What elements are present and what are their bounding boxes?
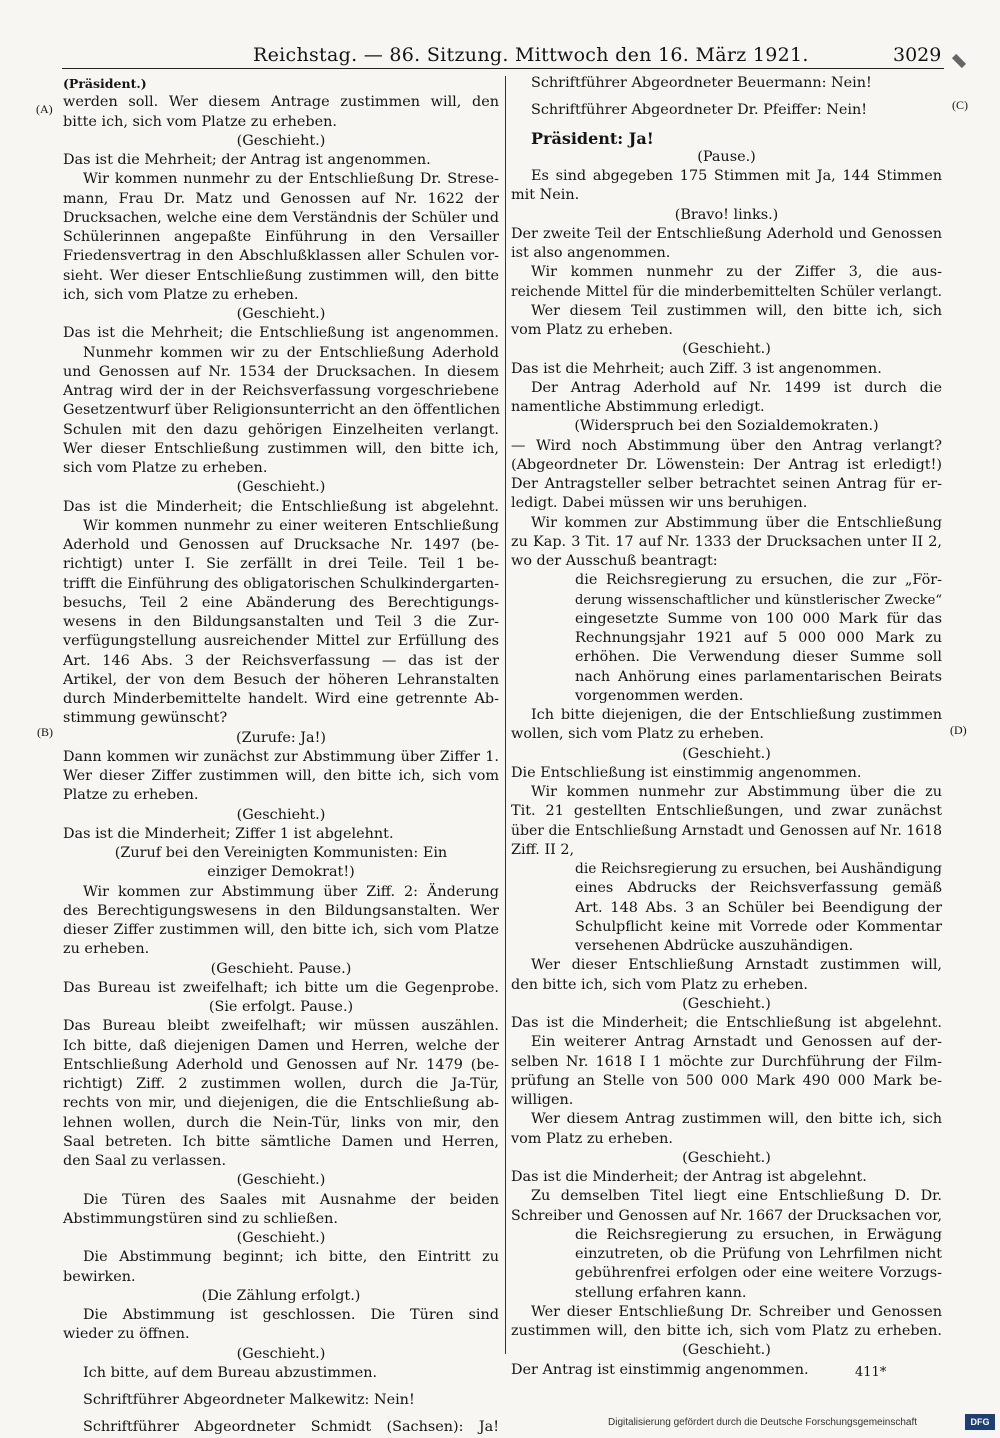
text-line: besuchs, Teil 2 eine Abänderung des Berechtigungs- [63, 594, 499, 611]
digitization-notice: Digitalisierung gefördert durch die Deutsche Forschungsgemeinschaft [608, 1417, 918, 1428]
text-line: die Reichsregierung zu ersuchen, die zur „För- [575, 572, 942, 589]
text-line: verfügungstellung ausreichender Mittel zur Erfüllung des [63, 633, 499, 650]
text-line: die Reichsregierung zu ersuchen, in Erwägung [575, 1226, 942, 1243]
text-line: Wer dieser Entschließung Arnstadt zustimmen will, [531, 957, 942, 974]
text-line: Ich bitte, auf dem Bureau abzustimmen. [83, 1364, 378, 1381]
text-line: Artikel, der von dem Besuch der höheren Lehranstalten [63, 671, 499, 688]
text-line: Schülerinnen angepaßte Einführung in den Versailler [63, 229, 499, 245]
margin-mark-c: (C) [952, 98, 968, 112]
text-line: ledigt. Dabei müssen wir uns beruhigen. [511, 495, 808, 512]
header-rule [62, 68, 944, 69]
text-line: vom Platz zu erheben. [511, 1130, 673, 1147]
text-line: Schulen mit den dazu gehörigen Einzelheiten verlangt. [63, 421, 499, 438]
text-line: Die Türen des Saales mit Ausnahme der beiden [83, 1191, 499, 1208]
text-line: Art. 146 Abs. 3 der Reichsverfassung — das ist der [63, 652, 499, 669]
text-line: vom Platz zu erheben. [511, 322, 673, 338]
text-line: wollen, sich vom Platz zu erheben. [511, 726, 765, 743]
text-line: Der zweite Teil der Entschließung Aderhold und Genossen [511, 225, 942, 242]
text-line: bewirken. [63, 1268, 136, 1285]
text-line: Friedensvertrag in den Abschlußklassen aller Schulen vor- [63, 248, 499, 265]
margin-mark-d: (D) [950, 723, 967, 737]
text-line: einzutreten, ob die Prüfung von Lehrfilmen nicht [575, 1246, 942, 1262]
text-line: Schriftführer Abgeordneter Beuermann: Nein! [531, 75, 872, 91]
text-line: Der Antrag Aderhold auf Nr. 1499 ist durch die [531, 379, 942, 396]
text-line: selben Nr. 1618 I 1 möchte zur Durchführung der Film- [511, 1053, 942, 1070]
text-line: Ich bitte, daß diejenigen Damen und Herren, welche der [63, 1037, 499, 1054]
text-line: Schriftführer Abgeordneter Schmidt (Sachsen): Ja! [83, 1419, 499, 1436]
text-line: eingesetzte Summe von 100 000 Mark für das [575, 610, 942, 627]
text-line: (Geschieht.) [682, 1342, 771, 1359]
text-line: die Reichsregierung zu ersuchen, bei Aushändigung [575, 861, 942, 877]
text-line: Das ist die Mehrheit; der Antrag ist angenommen. [63, 152, 431, 168]
text-line: (Geschieht.) [236, 1230, 326, 1246]
text-line: Rechnungsjahr 1921 auf 5 000 000 Mark zu [575, 630, 942, 646]
text-line: Die Abstimmung ist geschlossen. Die Türen sind [83, 1307, 499, 1323]
text-line: Antrag wird der in der Reichsverfassung vorgeschriebene [63, 383, 499, 399]
text-line: Wir kommen zur Abstimmung über Ziff. 2: Änderung [83, 883, 499, 900]
text-line: zu Kap. 3 Tit. 17 auf Nr. 1333 der Drucksachen unter II 2, [511, 533, 942, 550]
text-line: (Pause.) [697, 148, 756, 165]
text-line: sich vom Platze zu erheben. [63, 460, 268, 476]
text-line: prüfung an Stelle von 500 000 Mark 490 000 Mark be- [511, 1072, 942, 1089]
text-line: zustimmen will, den bitte ich, sich vom Platz zu erheben. [511, 1323, 942, 1339]
text-line: Die Entschließung ist einstimmig angenommen. [511, 764, 862, 781]
text-line: Wir kommen nunmehr zur Abstimmung über die zu [531, 784, 942, 800]
text-line: eines Abdrucks der Reichsverfassung gemäß [575, 880, 942, 897]
text-line: Drucksachen, welche eine dem Verständnis der Schüler und [63, 209, 499, 226]
text-line: Wer diesem Teil zustimmen will, den bitte ich, sich [531, 302, 942, 319]
text-line: Schriftführer Abgeordneter Dr. Pfeiffer: Nein! [531, 102, 868, 119]
text-line: trifft die Einführung des obligatorischen Schulkindergarten- [63, 575, 499, 592]
text-line: sieht. Wer dieser Entschließung zustimmen will, den bitte [63, 267, 499, 284]
text-line: Das ist die Mehrheit; die Entschließung ist angenommen. [63, 325, 499, 342]
text-line: Die Abstimmung beginnt; ich bitte, den Eintritt zu [83, 1249, 499, 1266]
text-line: Wer dieser Entschließung Dr. Schreiber und Genossen [531, 1303, 942, 1320]
margin-mark-b: (B) [37, 725, 53, 739]
text-line: Das ist die Minderheit; die Entschließung ist abgelehnt. [511, 1015, 942, 1031]
page-number: 3029 [893, 44, 942, 66]
text-line: Ich bitte diejenigen, die der Entschließung zustimmen [531, 707, 942, 723]
text-line: (Sie erfolgt. Pause.) [208, 999, 354, 1015]
text-line: (Geschieht.) [236, 306, 326, 322]
text-line: mann, Frau Dr. Matz und Genossen auf Nr. 1622 der [63, 190, 499, 207]
text-line: (Geschieht.) [682, 1149, 771, 1166]
text-line: Das Bureau bleibt zweifelhaft; wir müssen auszählen. [63, 1018, 499, 1035]
text-line: Nunmehr kommen wir zu der Entschließung Aderhold [83, 344, 499, 361]
text-line: den bitte ich, sich vom Platz zu erheben. [511, 976, 809, 993]
text-line: Dann kommen wir zunächst zur Abstimmung über Ziffer 1. [63, 748, 499, 765]
text-line: bitte ich, sich vom Platze zu erheben. [63, 113, 337, 130]
text-line: Gesetzentwurf über Religionsunterricht an den öffentlichen [63, 402, 500, 419]
text-line: (Geschieht.) [236, 479, 326, 496]
text-line: Platze zu erheben. [63, 787, 199, 804]
text-line: nach Anhörung eines parlamentarischen Beirats [575, 668, 942, 685]
text-line: den Saal zu verlassen. [63, 1153, 227, 1169]
text-line: werden soll. Wer diesem Antrage zustimmen will, den [63, 94, 499, 111]
text-line: durch Minderbemittelte handelt. Wird eine getrennte Ab- [63, 691, 499, 707]
text-line: mit Nein. [511, 187, 580, 204]
text-line: Entschließung Aderhold und Genossen auf Nr. 1479 (be- [63, 1056, 499, 1073]
text-line: (Geschieht.) [236, 132, 326, 149]
text-line: Schriftführer Abgeordneter Malkewitz: Nein! [83, 1392, 415, 1408]
text-line: Aderhold und Genossen auf Drucksache Nr. 1497 (be- [63, 537, 499, 553]
text-line: Tit. 21 gestellten Entschließungen, und zwar zunächst [511, 803, 942, 820]
text-line: wesens in den Bildungsanstalten und Teil 3 die Zur- [63, 614, 499, 630]
text-line: Schulpflicht keine mit Vorrede oder Kommentar [575, 918, 942, 935]
text-line: wo der Ausschuß beantragt: [511, 553, 718, 569]
text-line: Saal betreten. Ich bitte sämtliche Damen und Herren, [63, 1133, 499, 1150]
text-line: ich, sich vom Platze zu erheben. [63, 286, 299, 303]
text-line: ist also angenommen. [511, 245, 671, 261]
text-line: (Zurufe: Ja!) [235, 729, 327, 746]
text-line: Ziff. II 2, [511, 841, 575, 858]
sheet-number: 411* [855, 1365, 887, 1380]
text-line: (Die Zählung erfolgt.) [201, 1287, 361, 1304]
margin-mark-a: (A) [36, 102, 53, 116]
text-line: gebührenfrei erfolgen oder eine weitere Vorzugs- [575, 1265, 942, 1282]
text-line: Wer dieser Ziffer zustimmen will, den bitte ich, sich vom [63, 768, 499, 784]
text-line: stellung erfahren kann. [575, 1284, 747, 1301]
column-divider [505, 76, 506, 1354]
text-line: reichende Mittel für die minderbemittelten Schüler verlangt. [511, 283, 942, 300]
text-line: (Geschieht.) [682, 341, 771, 358]
text-line: über die Entschließung Arnstadt und Genossen auf Nr. 1618 [511, 822, 942, 839]
text-line: (Bravo! links.) [674, 206, 779, 223]
text-line: Wer dieser Entschließung zustimmen will, den bitte ich, [63, 440, 499, 457]
text-line: richtigt) Ziff. 2 zustimmen wollen, durch die Ja-Tür, [63, 1076, 499, 1092]
text-line: (Widerspruch bei den Sozialdemokraten.) [574, 418, 879, 435]
left-column [63, 74, 499, 1438]
text-line: Ein weiterer Antrag Arnstadt und Genossen auf der- [531, 1034, 942, 1051]
text-line: (Geschieht. Pause.) [210, 960, 352, 977]
text-line: Art. 148 Abs. 3 an Schüler bei Beendigung der [575, 899, 942, 916]
text-line: erhöhen. Die Verwendung dieser Summe soll [575, 649, 942, 666]
text-line: stimmung gewünscht? [63, 710, 228, 727]
text-line: (Abgeordneter Dr. Löwenstein: Der Antrag ist erledigt!) [511, 456, 942, 473]
page-title: Reichstag. — 86. Sitzung. Mittwoch den 16. März 1921. [253, 44, 809, 66]
text-line: Das ist die Minderheit; der Antrag ist abgelehnt. [511, 1169, 867, 1185]
text-line: Das ist die Mehrheit; auch Ziff. 3 ist angenommen. [511, 360, 882, 377]
text-line: Das Bureau ist zweifelhaft; ich bitte um die Gegenprobe. [63, 979, 499, 996]
text-line: wieder zu öffnen. [63, 1326, 190, 1343]
text-line: (Geschieht.) [236, 806, 326, 823]
text-line: — Wird noch Abstimmung über den Antrag verlangt? [511, 437, 942, 454]
text-line: Wer diesem Antrag zustimmen will, den bitte ich, sich [531, 1111, 942, 1128]
text-line: Der Antragsteller selber betrachtet seinen Antrag für er- [511, 476, 942, 492]
text-line: Wir kommen zur Abstimmung über die Entschließung [531, 514, 942, 531]
text-line: Abstimmungstüren sind zu schließen. [63, 1210, 338, 1227]
text-line: Es sind abgegeben 175 Stimmen mit Ja, 144 Stimmen [531, 168, 942, 184]
text-line: (Zuruf bei den Vereinigten Kommunisten: Ein [114, 845, 448, 861]
text-line: willigen. [511, 1092, 574, 1108]
text-line: namentliche Abstimmung erledigt. [511, 399, 765, 415]
page-header [0, 40, 1000, 70]
text-line: des Berechtigungswesens in den Bildungsanstalten. Wer [63, 902, 499, 919]
text-line: Wir kommen nunmehr zu der Ziffer 3, die aus- [531, 264, 942, 281]
text-line: Das ist die Minderheit; Ziffer 1 ist abgelehnt. [63, 825, 394, 842]
text-line: zu erheben. [63, 941, 150, 958]
text-line: einziger Demokrat!) [207, 864, 355, 881]
text-line: Zu demselben Titel liegt eine Entschließung D. Dr. [531, 1188, 942, 1205]
text-line: Das ist die Minderheit; die Entschließung ist abgelehnt. [63, 498, 499, 515]
text-line: Präsident: Ja! [531, 128, 654, 148]
text-line: (Geschieht.) [682, 995, 771, 1012]
text-line: und Genossen auf Nr. 1534 der Drucksachen. In diesem [63, 363, 499, 380]
text-line: Wir kommen nunmehr zu der Entschließung Dr. Strese- [83, 171, 499, 188]
text-line: rechts von mir, und diejenigen, die die Entschließung ab- [63, 1095, 499, 1112]
text-line: (Präsident.) [63, 76, 147, 91]
text-line: (Geschieht.) [682, 745, 771, 762]
text-line: derung wissenschaftlicher und künstlerischer Zwecke“ [575, 592, 942, 608]
text-line: richtigt) unter I. Sie zerfällt in drei Teile. Teil 1 be- [63, 556, 499, 573]
text-line: dieser Ziffer zustimmen will, den bitte ich, sich vom Platze [63, 922, 499, 938]
text-line: lehnen wollen, durch die Nein-Tür, links von mir, den [63, 1114, 499, 1131]
right-column [511, 74, 942, 1380]
dfg-logo: DFG [965, 1414, 995, 1430]
text-line: (Geschieht.) [236, 1345, 326, 1362]
text-line: Wir kommen nunmehr zu einer weiteren Entschließung [83, 517, 499, 534]
text-line: Schreiber und Genossen auf Nr. 1667 der Drucksachen vor, [511, 1207, 942, 1224]
text-line: (Geschieht.) [236, 1172, 326, 1189]
text-line: Der Antrag ist einstimmig angenommen. [511, 1361, 809, 1378]
text-line: versehenen Abdrücke auszuhändigen. [575, 938, 854, 954]
text-line: vorgenommen werden. [575, 687, 744, 704]
